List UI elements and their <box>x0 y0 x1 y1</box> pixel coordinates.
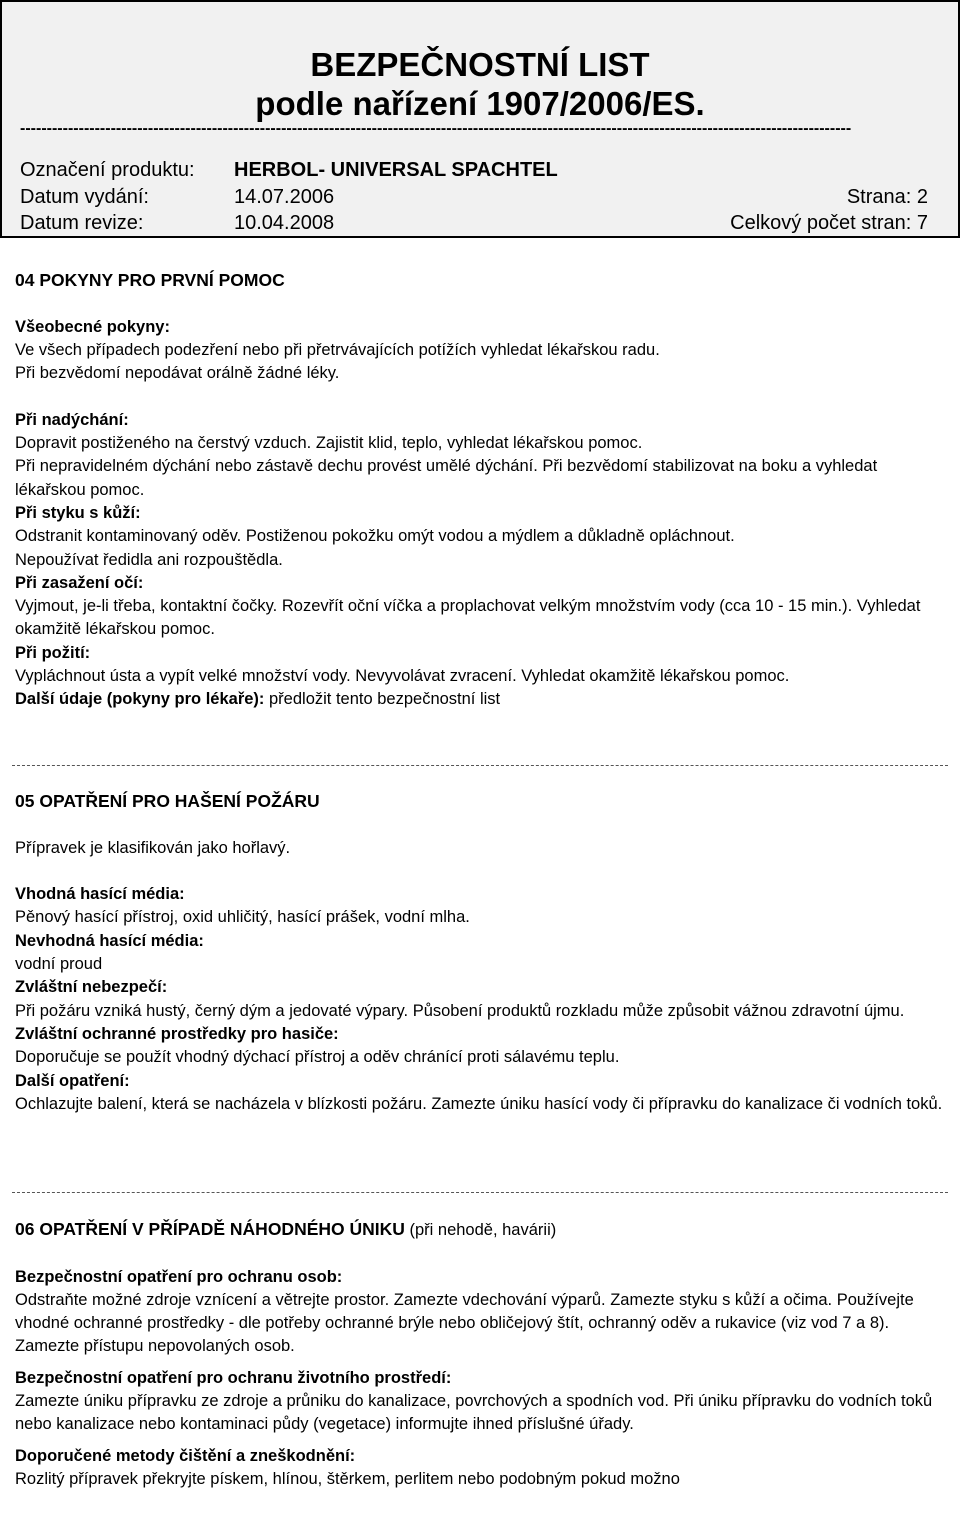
section-divider <box>12 1192 948 1193</box>
paragraph: Ve všech případech podezření nebo při přetrvávajících potížích vyhledat lékařskou radu. <box>15 340 660 359</box>
subheading-personal-precautions: Bezpečnostní opatření pro ochranu osob: <box>15 1267 343 1286</box>
section-heading-row <box>15 1218 945 1242</box>
revision-date-label: Datum revize: <box>20 212 144 234</box>
subheading-doctor: Další údaje (pokyny pro lékaře): <box>15 690 265 709</box>
subheading-unsuitable-media: Nevhodná hasící média: <box>15 931 204 950</box>
product-label: Označení produktu: <box>20 159 195 181</box>
subheading-ingestion: Při požití: <box>15 643 91 662</box>
paragraph: Při bezvědomí nepodávat orálně žádné léky. <box>15 364 340 383</box>
subheading-firefighter-ppe: Zvláštní ochranné prostředky pro hasiče: <box>15 1024 339 1043</box>
paragraph: Vyjmout, je-li třeba, kontaktní čočky. Rozevřít oční víčka a proplachovat velkým množstvím vody (cca 10 - 15 min.). Vyhledat okamžitě lékařskou pomoc. <box>15 597 921 639</box>
paragraph: Pěnový hasící přístroj, oxid uhličitý, hasící prášek, vodní mlha. <box>15 908 470 927</box>
product-value: HERBOL- UNIVERSAL SPACHTEL <box>234 159 558 181</box>
issue-date-value: 14.07.2006 <box>234 186 335 208</box>
subheading-eyes: Při zasažení očí: <box>15 573 144 592</box>
paragraph: Odstranit kontaminovaný oděv. Postiženou pokožku omýt vodou a mýdlem a důkladně opláchnout. <box>15 527 735 546</box>
paragraph: Doporučuje se použít vhodný dýchací přístroj a oděv chránící proti sálavému teplu. <box>15 1048 620 1067</box>
paragraph: Zamezte úniku přípravku ze zdroje a průniku do kanalizace, povrchových a spodních vod. Při úniku přípravku do vodních toků nebo kanalizace nebo kontaminaci půdy (vegetace) informujte ihned příslušné úřady. <box>15 1392 933 1434</box>
paragraph: Při nepravidelném dýchání nebo zástavě dechu provést umělé dýchání. Při bezvědomí stabilizovat na boku a vyhledat lékařskou pomoc. <box>15 457 878 499</box>
header-divider: ------------------------------------------------------------------------------------------------------------------------------------------------------------ <box>20 120 852 137</box>
section-accidental-release <box>15 1218 945 1491</box>
section-firefighting <box>15 790 945 1116</box>
doctor-note <box>15 688 945 711</box>
paragraph: Dopravit postiženého na čerstvý vzduch. Zajistit klid, teplo, vyhledat lékařskou pomoc. <box>15 434 643 453</box>
total-pages: Celkový počet stran: 7 <box>730 212 928 234</box>
section-heading: 06 OPATŘENÍ V PŘÍPADĚ NÁHODNÉHO ÚNIKU <box>15 1219 405 1239</box>
subheading-special-hazard: Zvláštní nebezpečí: <box>15 978 168 997</box>
issue-date-row <box>20 184 334 210</box>
subheading-inhalation: Při nadýchání: <box>15 410 129 429</box>
paragraph: Při požáru vzniká hustý, černý dým a jedovaté výpary. Působení produktů rozkladu může způsobit vážnou zdravotní újmu. <box>15 1001 905 1020</box>
document-title: BEZPEČNOSTNÍ LIST <box>310 46 650 83</box>
subheading-skin: Při styku s kůží: <box>15 503 141 522</box>
section-divider <box>12 765 948 766</box>
issue-date-label: Datum vydání: <box>20 186 149 208</box>
doctor-note-text: předložit tento bezpečnostní list <box>264 690 501 709</box>
paragraph: Odstraňte možné zdroje vznícení a větrejte prostor. Zamezte vdechování výparů. Zamezte styku s kůží a očima. Používejte vhodné ochranné prostředky - dle potřeby ochranné brýle nebo obličejový štít, ochranný oděv a rukavice (viz vod 7 a 8). Zamezte přístupu nepovolaných osob. <box>15 1290 914 1356</box>
paragraph: Vypláchnout ústa a vypít velké množství vody. Nevyvolávat zvracení. Vyhledat okamžitě lékařskou pomoc. <box>15 667 790 686</box>
revision-date-value: 10.04.2008 <box>234 212 335 234</box>
section-heading-suffix: (při nehodě, havárii) <box>404 1221 557 1239</box>
subheading-cleanup-methods: Doporučené metody čištění a zneškodnění: <box>15 1446 356 1465</box>
section-heading: 05 OPATŘENÍ PRO HAŠENÍ POŽÁRU <box>15 791 320 811</box>
page-number: Strana: 2 <box>846 186 928 208</box>
subheading-other-measures: Další opatření: <box>15 1071 130 1090</box>
subheading-environmental-precautions: Bezpečnostní opatření pro ochranu životního prostředí: <box>15 1368 452 1387</box>
document-header <box>0 0 960 238</box>
section-heading: 04 POKYNY PRO PRVNÍ POMOC <box>15 270 285 290</box>
paragraph: Ochlazujte balení, která se nacházela v blízkosti požáru. Zamezte úniku hasící vody či přípravku do kanalizace či vodních toků. <box>15 1094 943 1113</box>
product-row <box>20 157 558 183</box>
revision-date-row <box>20 210 334 236</box>
subheading-general: Všeobecné pokyny: <box>15 317 170 336</box>
document-subtitle: podle nařízení 1907/2006/ES. <box>255 85 705 122</box>
paragraph: Rozlitý přípravek překryjte pískem, hlínou, štěrkem, perlitem nebo podobným pokud možno <box>15 1469 680 1488</box>
subheading-suitable-media: Vhodná hasící média: <box>15 885 185 904</box>
paragraph: vodní proud <box>15 955 103 974</box>
section-first-aid <box>15 269 945 712</box>
paragraph: Nepoužívat ředidla ani rozpouštědla. <box>15 550 283 569</box>
paragraph: Přípravek je klasifikován jako hořlavý. <box>15 838 291 857</box>
